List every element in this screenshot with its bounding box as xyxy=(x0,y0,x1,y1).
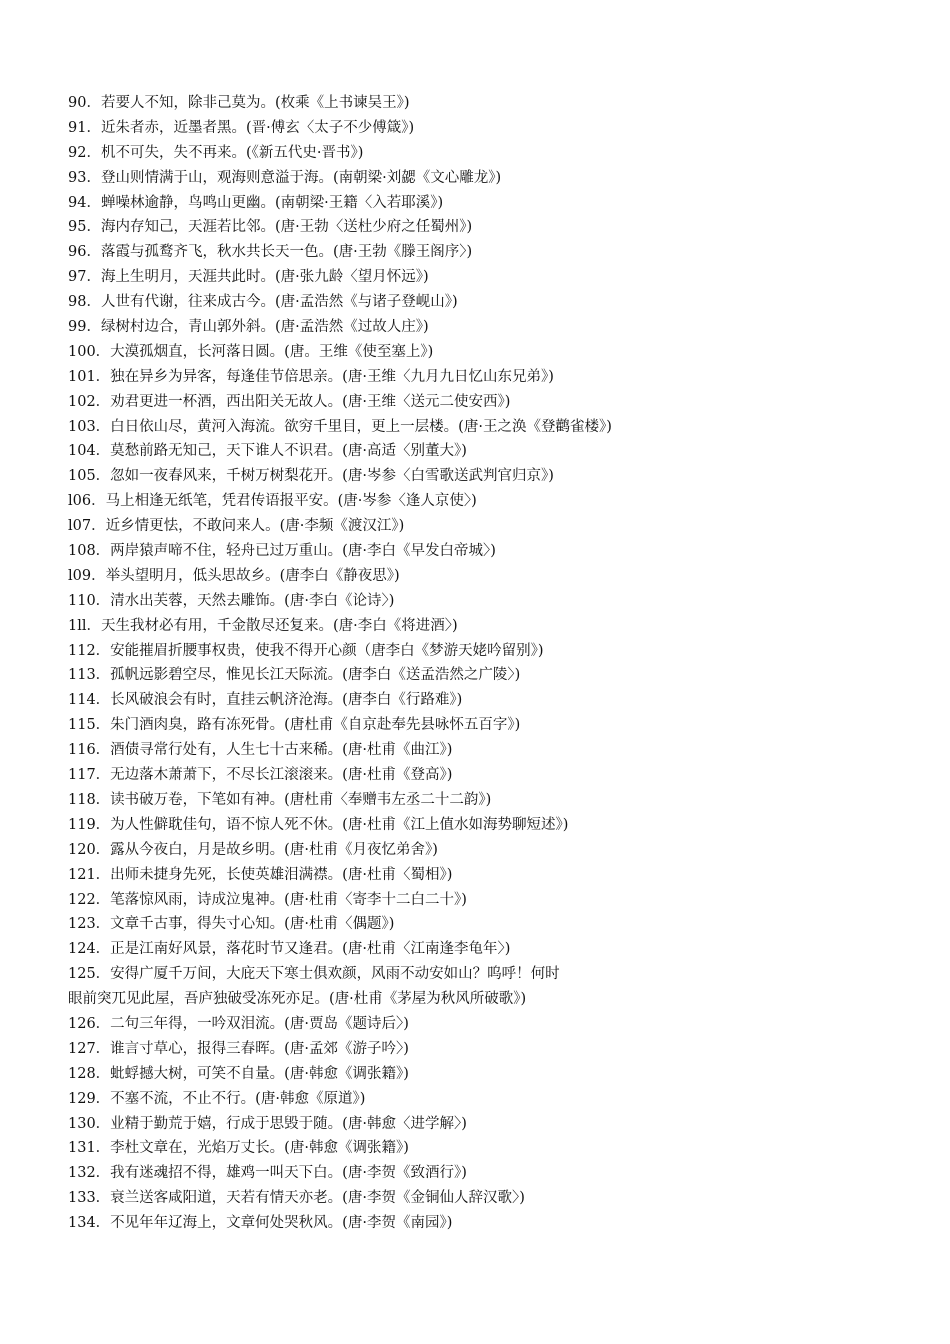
quote-line: 95．海内存知己，天涯若比邻。(唐·王勃〈送杜少府之任蜀州》) xyxy=(68,219,473,236)
quote-line: 115．朱门酒肉臭，路有冻死骨。(唐杜甫《自京赴奉先县咏怀五百字》) xyxy=(68,717,521,734)
quote-line: l09．举头望明月，低头思故乡。(唐李白《静夜思》) xyxy=(68,567,400,584)
quote-list xyxy=(68,91,918,1236)
quote-line: 92．机不可失，失不再来。(《新五代史·晋书》) xyxy=(68,144,364,161)
quote-line: 116．酒债寻常行处有，人生七十古来稀。(唐·杜甫《曲江》) xyxy=(68,742,453,759)
quote-line: 121．出师未捷身先死，长使英雄泪满襟。(唐·杜甫〈蜀相》) xyxy=(68,866,453,883)
quote-line: 108．两岸猿声啼不住，轻舟已过万重山。(唐·李白《早发白帝城〉) xyxy=(68,543,496,560)
quote-line: 120．露从今夜白，月是故乡明。(唐·杜甫《月夜忆弟舍》) xyxy=(68,841,438,858)
quote-line: 134．不见年年辽海上，文章何处哭秋风。(唐·李贺《南园》) xyxy=(68,1215,453,1232)
quote-line: 眼前突兀见此屋，吾庐独破受冻死亦足。(唐·杜甫《茅屋为秋风所破歌》) xyxy=(68,991,527,1008)
quote-line: l07．近乡情更怯，不敢问来人。(唐·李频《渡汉江》) xyxy=(68,518,405,535)
quote-line: l06．马上相逢无纸笔，凭君传语报平安。(唐·岑参〈逢人京使〉) xyxy=(68,493,477,510)
quote-line: 123．文章千古事，得失寸心知。(唐·杜甫〈偶题》) xyxy=(68,916,395,933)
quote-line: 122．笔落惊风雨，诗成泣鬼神。(唐·杜甫〈寄李十二白二十》) xyxy=(68,891,467,908)
quote-line: 101．独在异乡为异客，每逢佳节倍思亲。(唐·王维〈九月九日忆山东兄弟》) xyxy=(68,368,554,385)
quote-line: 133．衰兰送客咸阳道，天若有情天亦老。(唐·李贺《金铜仙人辞汉歌〉) xyxy=(68,1190,525,1207)
quote-line: 114．长风破浪会有时，直挂云帆济沧海。(唐李白《行路难》) xyxy=(68,692,463,709)
quote-line: 117．无边落木萧萧下，不尽长江滚滚来。(唐·杜甫《登高》) xyxy=(68,767,453,784)
quote-line: 91．近朱者赤，近墨者黑。(晋·傅玄〈太子不少傅箴》) xyxy=(68,119,415,136)
quote-line: 93．登山则情满于山，观海则意溢于海。(南朝梁·刘勰《文心雕龙》) xyxy=(68,169,502,186)
quote-line: 128．蚍蜉撼大树，可笑不自量。(唐·韩愈《调张籍》) xyxy=(68,1065,409,1082)
quote-line: 132．我有迷魂招不得，雄鸡一叫天下白。(唐·李贺《致酒行》) xyxy=(68,1165,467,1182)
quote-line: 104．莫愁前路无知己，天下谁人不识君。(唐·高适〈别董大》) xyxy=(68,443,467,460)
quote-line: 99．绿树村边合，青山郭外斜。(唐·孟浩然《过故人庄》) xyxy=(68,319,429,336)
quote-line: 126．二句三年得，一吟双泪流。(唐·贾岛《题诗后〉) xyxy=(68,1015,409,1032)
quote-line: 125．安得广厦千万间，大庇天下寒士俱欢颜，风雨不动安如山？呜呼！何时 xyxy=(68,966,560,983)
quote-line: 96．落霞与孤鹜齐飞，秋水共长天一色。(唐·王勃《滕王阁序〉) xyxy=(68,244,473,261)
quote-line: 124．正是江南好风景，落花时节又逢君。(唐·杜甫〈江南逢李龟年〉) xyxy=(68,941,511,958)
quote-line: 127．谁言寸草心，报得三春晖。(唐·孟郊《游子吟〉) xyxy=(68,1040,409,1057)
quote-line: 113．孤帆远影碧空尽，惟见长江天际流。(唐李白《送孟浩然之广陵〉) xyxy=(68,667,521,684)
quote-line: 90．若要人不知，除非己莫为。(枚乘《上书谏吴王》) xyxy=(68,95,410,111)
quote-line: 130．业精于勤荒于嬉，行成于思毁于随。(唐·韩愈〈进学解〉) xyxy=(68,1115,467,1132)
quote-line: 98．人世有代谢，往来成古今。(唐·孟浩然《与诸子登岘山》) xyxy=(68,294,458,311)
quote-line: 118．读书破万卷，下笔如有神。(唐杜甫〈奉赠韦左丞二十二韵》) xyxy=(68,791,492,808)
quote-line: 94．蝉噪林逾静，鸟鸣山更幽。(南朝梁·王籍〈入若耶溪》) xyxy=(68,194,444,211)
quote-line: 112．安能摧眉折腰事权贵，使我不得开心颜（唐李白《梦游天姥吟留别》) xyxy=(68,642,544,659)
quote-line: 97．海上生明月，天涯共此时。(唐·张九龄〈望月怀远》) xyxy=(68,269,429,286)
quote-line: 110．清水出芙蓉，天然去雕饰。(唐·李白《论诗〉) xyxy=(68,592,395,609)
quote-line: 131．李杜文章在，光焰万丈长。(唐·韩愈《调张籍》) xyxy=(68,1140,409,1157)
quote-line: 105．忽如一夜春风来，千树万树梨花开。(唐·岑参〈白雪歌送武判官归京》) xyxy=(68,468,554,485)
quote-line: 129．不塞不流，不止不行。(唐·韩愈《原道》) xyxy=(68,1090,366,1107)
quote-line: 100．大漠孤烟直，长河落日圆。(唐。王维《使至塞上》) xyxy=(68,343,434,360)
quote-line: 103．白日依山尽，黄河入海流。欲穷千里目，更上一层楼。(唐·王之涣《登鹳雀楼》) xyxy=(68,418,612,435)
quote-line: 1ll．天生我材必有用，千金散尽还复来。(唐·李白《将进酒〉) xyxy=(68,617,458,634)
quote-line: 119．为人性僻耽佳句，语不惊人死不休。(唐·杜甫《江上值水如海势聊短述》) xyxy=(68,816,569,833)
quote-line: 102．劝君更进一杯酒，西出阳关无故人。(唐·王维〈送元二使安西》) xyxy=(68,393,511,410)
